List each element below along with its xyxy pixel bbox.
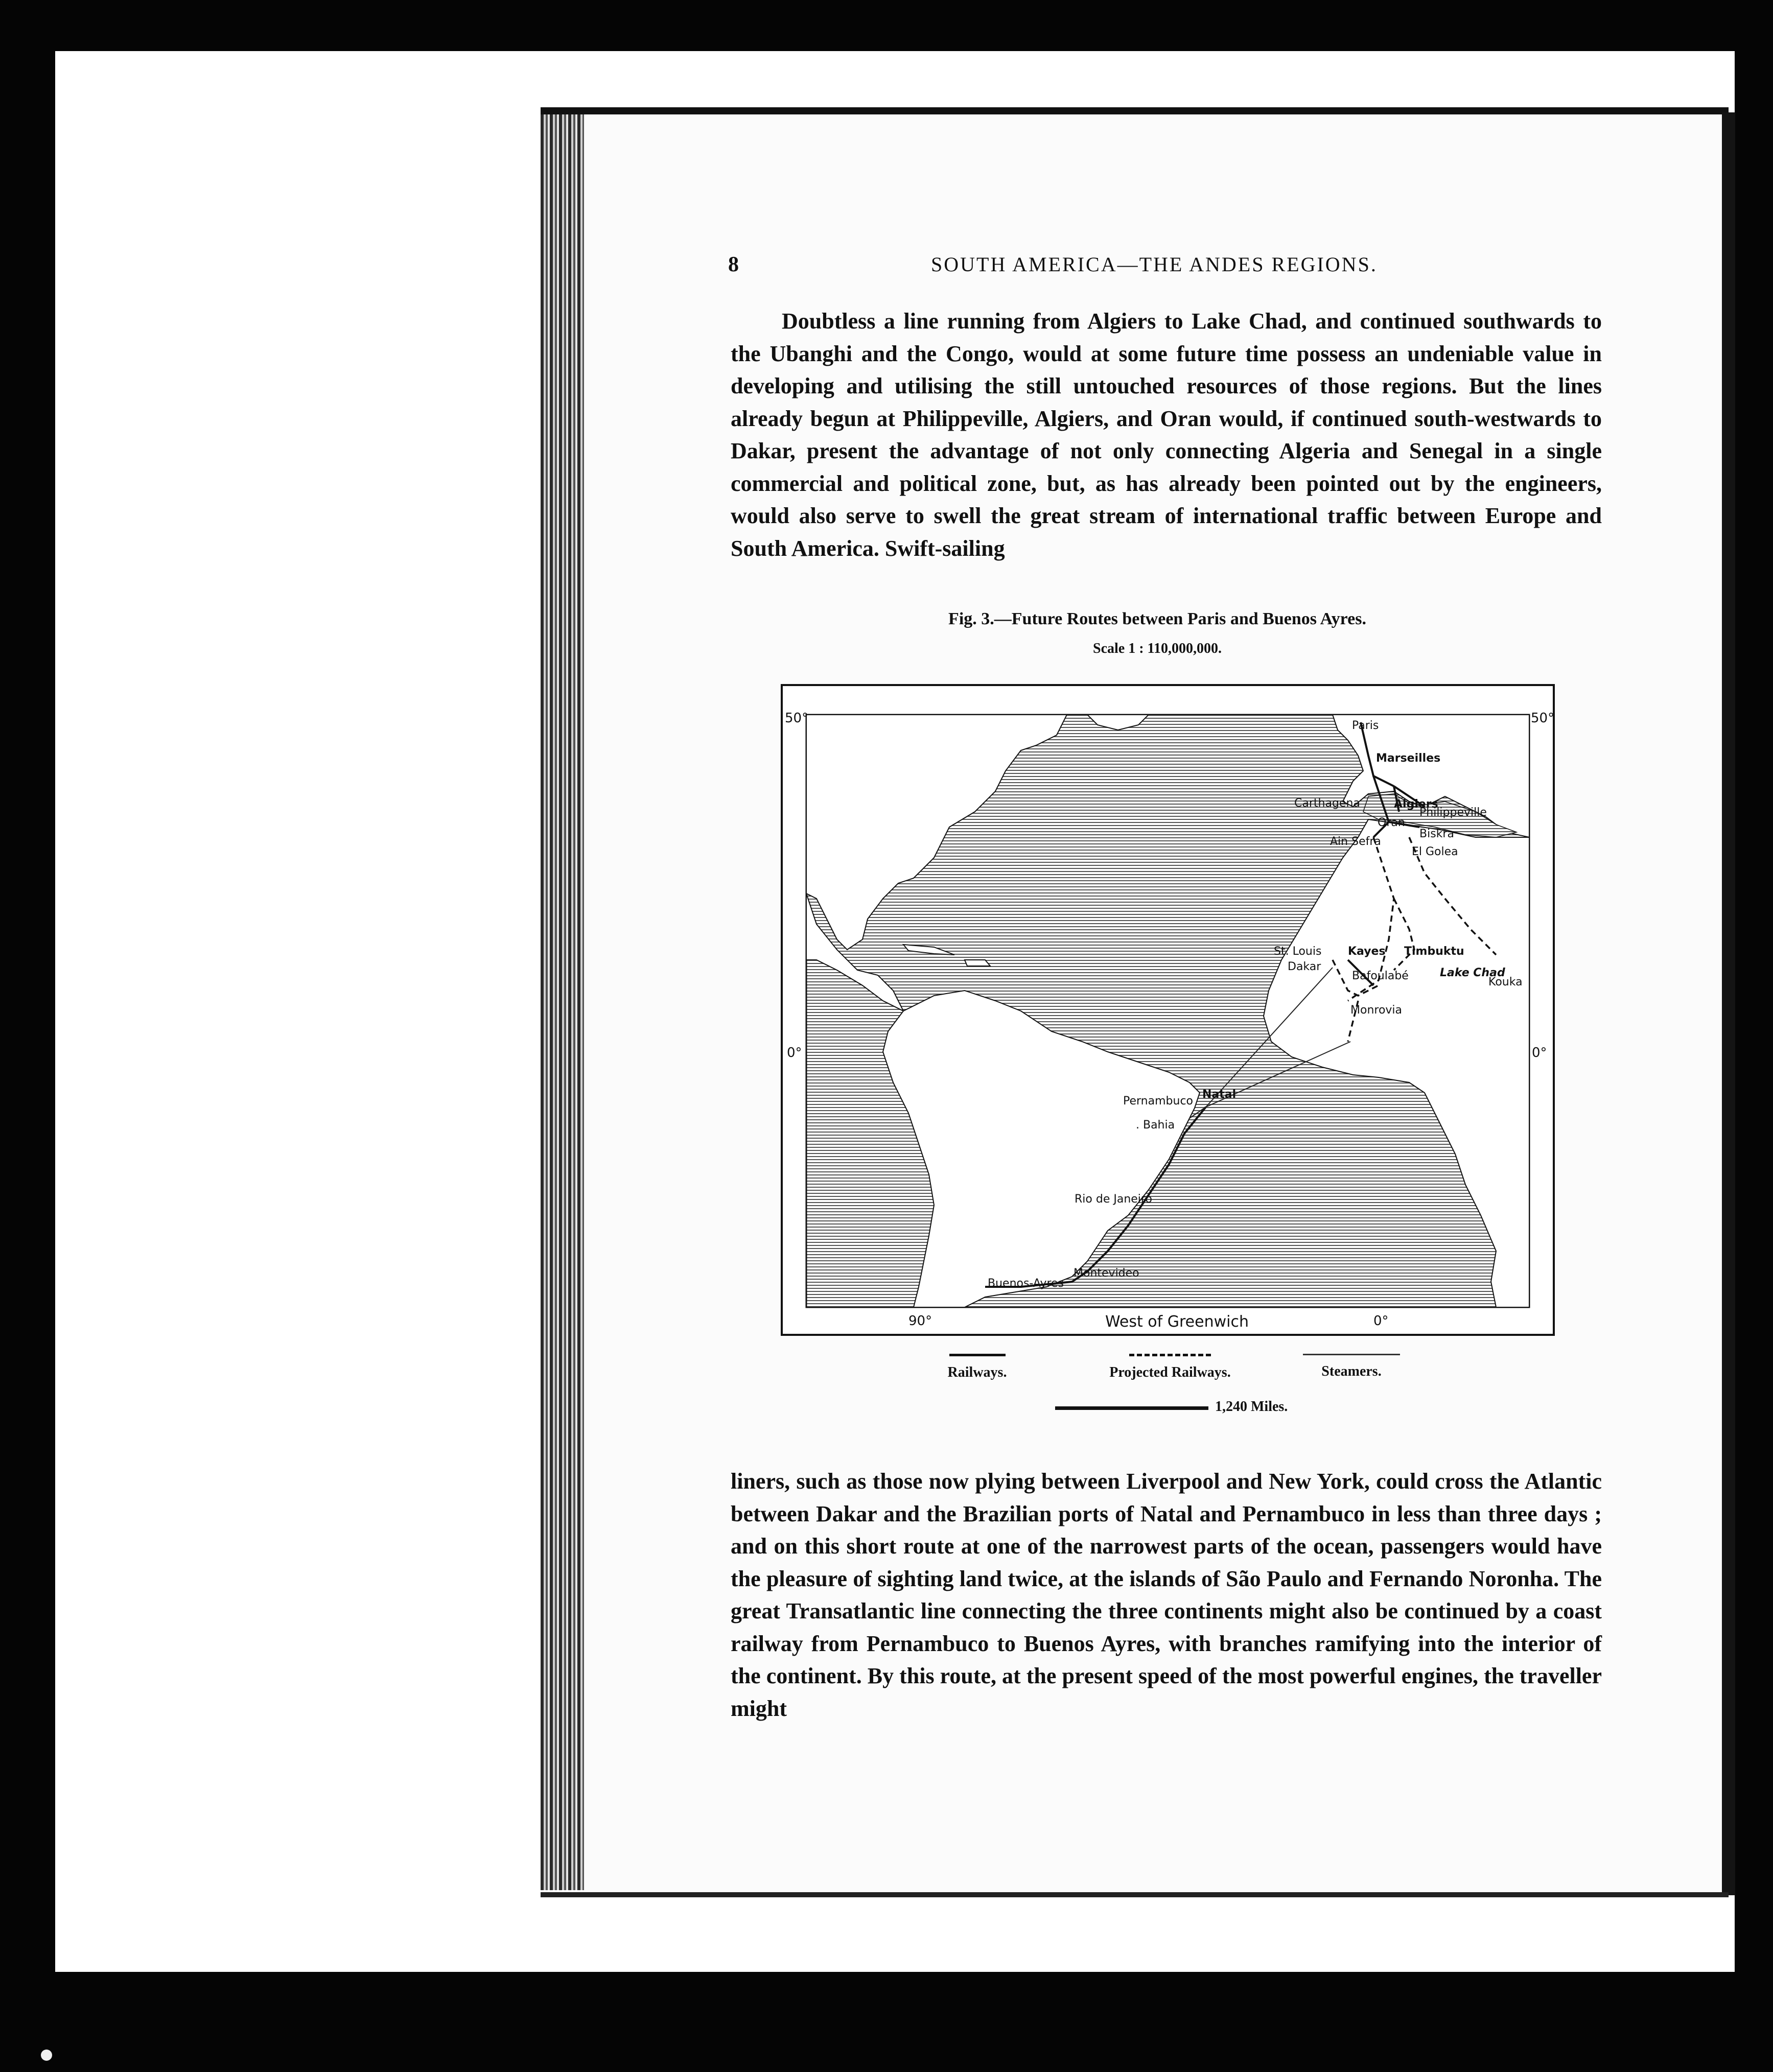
label-biskra: Biskra xyxy=(1419,828,1454,840)
scale-bar xyxy=(1055,1406,1208,1410)
book-right-edge xyxy=(1722,112,1735,1895)
hispaniola-island xyxy=(965,960,990,966)
label-pernambuco: Pernambuco xyxy=(1123,1095,1193,1108)
legend-steamers xyxy=(1300,1354,1403,1405)
book-top-edge xyxy=(541,107,1729,114)
label-paris: Paris xyxy=(1352,719,1379,732)
legend-projected-railways xyxy=(1088,1354,1252,1405)
figure-scale: Scale 1 : 110,000,000. xyxy=(1093,641,1222,656)
scan-border-bottom xyxy=(0,1972,1773,2072)
figure-caption: Fig. 3.—Future Routes between Paris and Buenos Ayres. xyxy=(948,609,1366,628)
label-philippeville: Philippeville xyxy=(1419,806,1487,819)
label-buenos-ayres: Buenos-Ayres xyxy=(988,1277,1064,1290)
label-lake-chad: Lake Chad xyxy=(1440,967,1505,979)
lat-0-left: 0° xyxy=(787,1045,802,1061)
label-algiers: Algiers xyxy=(1394,798,1438,811)
label-bahia: . Bahia xyxy=(1136,1119,1175,1132)
scale-bar-label: 1,240 Miles. xyxy=(1215,1399,1288,1415)
legend-projected-line xyxy=(1129,1354,1211,1356)
body-paragraph-2 xyxy=(731,1465,1602,1725)
scan-border-left xyxy=(0,0,55,2072)
lon-0: 0° xyxy=(1373,1313,1389,1329)
lat-50-left: 50° xyxy=(785,711,809,726)
label-dakar: Dakar xyxy=(1288,960,1321,973)
paragraph-text: liners, such as those now plying between Liverpool and New York, could cross the Atlantic between Dakar and the Brazilian ports of Natal and Pernambuco in less than three days ; and on this short route at one of the narrowest parts of the ocean, passengers would have the pleasure of sighting land twice, at the islands of São Paulo and Fernando Noronha. The great Transatlantic line connecting the three continents might also be continued by a coast railway from Pernambuco to Buenos Ayres, with branches ramifying into the interior of the continent. By this route, at the present speed of the most powerful engines, the traveller might xyxy=(731,1469,1602,1721)
label-timbuktu: Timbuktu xyxy=(1404,945,1464,958)
scan-border-top xyxy=(0,0,1773,51)
lon-90: 90° xyxy=(908,1313,932,1329)
label-montevideo: Montevideo xyxy=(1074,1267,1139,1280)
legend-railways xyxy=(938,1354,1017,1405)
paragraph-text: Doubtless a line running from Algiers to Lake Chad, and continued southwards to the Ubanghi and the Congo, would at some future time possess an undeniable value in developing and utilising the still untouched resources of those regions. But the lines already begun at Philippeville, Algiers, and Oran would, if continued south-westwards to Dakar, present the advantage of not only connecting Algeria and Senegal in a single commercial and political zone, but, as has already been pointed out by the engineers, would also serve to swell the great stream of international traffic between Europe and South America. Swift-sailing xyxy=(731,309,1602,561)
label-el-golea: El Golea xyxy=(1412,845,1458,858)
label-marseilles: Marseilles xyxy=(1376,752,1441,765)
label-oran: Oran xyxy=(1378,816,1405,829)
book-bottom-edge xyxy=(541,1892,1729,1897)
label-st-louis: St. Louis xyxy=(1274,945,1322,958)
legend-railways-line xyxy=(949,1354,1006,1356)
legend-steamers-label: Steamers. xyxy=(1321,1363,1382,1379)
legend-railways-label: Railways. xyxy=(947,1364,1007,1380)
legend-projected-label: Projected Railways. xyxy=(1109,1364,1231,1380)
lat-0-right: 0° xyxy=(1532,1045,1547,1061)
scan-marker xyxy=(41,2050,52,2061)
label-rio: Rio de Janeiro xyxy=(1075,1193,1152,1206)
label-monrovia: Monrovia xyxy=(1350,1004,1403,1017)
label-ain-sefra: Ain Sefra xyxy=(1330,835,1381,848)
map-footer: West of Greenwich xyxy=(1105,1313,1249,1331)
label-bafoulabe: Bafoulabé xyxy=(1352,970,1409,982)
route-map xyxy=(781,684,1555,1336)
label-kouka: Kouka xyxy=(1488,976,1523,988)
label-carthagena: Carthagena xyxy=(1294,797,1360,810)
legend-steamers-line xyxy=(1303,1354,1400,1355)
label-kayes: Kayes xyxy=(1348,945,1386,958)
page-edges xyxy=(541,107,584,1890)
page-number: 8 xyxy=(728,253,739,276)
scan-border-right xyxy=(1735,0,1773,2072)
label-natal: Natal xyxy=(1202,1088,1237,1101)
body-paragraph-1 xyxy=(731,305,1602,564)
lat-50-right: 50° xyxy=(1531,711,1555,726)
running-head: SOUTH AMERICA—THE ANDES REGIONS. xyxy=(931,253,1378,276)
